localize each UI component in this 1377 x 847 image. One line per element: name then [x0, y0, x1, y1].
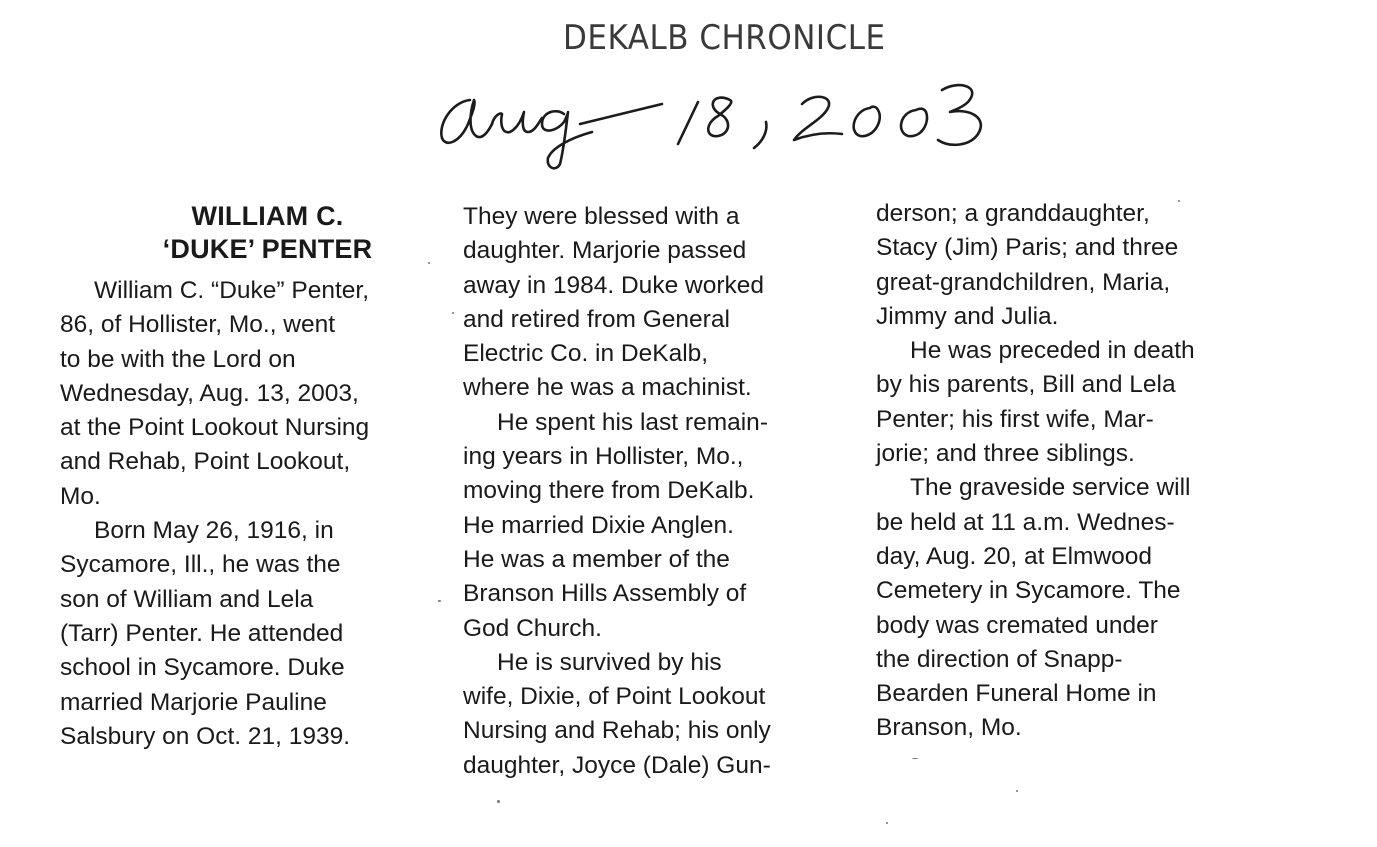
obituary-headline [60, 200, 445, 266]
handwritten-date [430, 72, 1000, 172]
headline-line: ‘DUKE’ PENTER [162, 234, 373, 264]
scan-speck [497, 800, 500, 803]
text-line: Sycamore, Ill., he was the [60, 551, 341, 579]
scan-speck [438, 600, 441, 602]
text-line: where he was a machinist. [463, 374, 752, 402]
text-line: Stacy (Jim) Paris; and three [876, 234, 1179, 262]
text-line: and retired from General [463, 305, 730, 333]
scan-speck [428, 262, 430, 264]
headline-line: WILLIAM C. [191, 201, 344, 231]
scan-speck [912, 758, 918, 759]
text-line: moving there from DeKalb. [463, 477, 755, 505]
text-line: He spent his last remain- [497, 408, 768, 436]
text-line: jorie; and three siblings. [876, 440, 1135, 468]
text-line: Wednesday, Aug. 13, 2003, [60, 379, 359, 407]
text-line: daughter, Joyce (Dale) Gun- [463, 751, 771, 779]
text-line: wife, Dixie, of Point Lookout [463, 683, 766, 711]
text-line: body was cremated under [876, 611, 1158, 639]
text-line: Salsbury on Oct. 21, 1939. [60, 722, 351, 750]
text-line: He was preceded in death [910, 337, 1195, 365]
text-line: school in Sycamore. Duke [60, 654, 345, 682]
text-line: God Church. [463, 614, 602, 642]
newspaper-stamp: DEKALB CHRONICLE [563, 18, 886, 58]
text-line: at the Point Lookout Nursing [60, 414, 370, 442]
scan-speck [452, 312, 454, 314]
text-line: Branson Hills Assembly of [463, 580, 747, 608]
text-line: William C. “Duke” Penter, [94, 277, 370, 304]
text-line: Bearden Funeral Home in [876, 680, 1157, 708]
text-line: He was a member of the [463, 545, 730, 573]
text-line: great-grandchildren, Maria, [876, 268, 1171, 296]
scan-speck [1178, 200, 1180, 202]
article-column-1 [60, 200, 445, 754]
text-line: ing years in Hollister, Mo., [463, 443, 744, 471]
text-line: derson; a granddaughter, [876, 200, 1150, 227]
scan-speck [886, 822, 888, 824]
text-line: (Tarr) Penter. He attended [60, 619, 344, 647]
text-line: Electric Co. in DeKalb, [463, 340, 709, 368]
text-line: by his parents, Bill and Lela [876, 371, 1176, 399]
text-line: They were blessed with a [463, 203, 740, 230]
text-line: Nursing and Rehab; his only [463, 717, 771, 745]
scan-speck [1016, 790, 1018, 792]
text-line: day, Aug. 20, at Elmwood [876, 542, 1153, 570]
text-line: The graveside service will [910, 474, 1191, 502]
text-line: be held at 11 a.m. Wednes- [876, 508, 1175, 536]
article-column-3 [876, 197, 1261, 746]
text-line: and Rehab, Point Lookout, [60, 448, 351, 476]
text-line: He married Dixie Anglen. [463, 511, 734, 539]
article-column-2 [463, 200, 848, 783]
text-line: Penter; his first wife, Mar- [876, 405, 1154, 433]
text-line: daughter. Marjorie passed [463, 237, 747, 265]
text-line: son of William and Lela [60, 585, 314, 613]
text-line: Branson, Mo. [876, 714, 1022, 742]
text-line: Born May 26, 1916, in [94, 517, 334, 545]
text-line: married Marjorie Pauline [60, 688, 327, 716]
text-line: to be with the Lord on [60, 345, 296, 373]
text-line: Jimmy and Julia. [876, 302, 1059, 330]
text-line: Cemetery in Sycamore. The [876, 577, 1181, 605]
text-line: the direction of Snapp- [876, 645, 1123, 673]
text-line: away in 1984. Duke worked [463, 271, 764, 299]
text-line: Mo. [60, 482, 101, 510]
text-line: He is survived by his [497, 648, 722, 676]
text-line: 86, of Hollister, Mo., went [60, 311, 336, 339]
